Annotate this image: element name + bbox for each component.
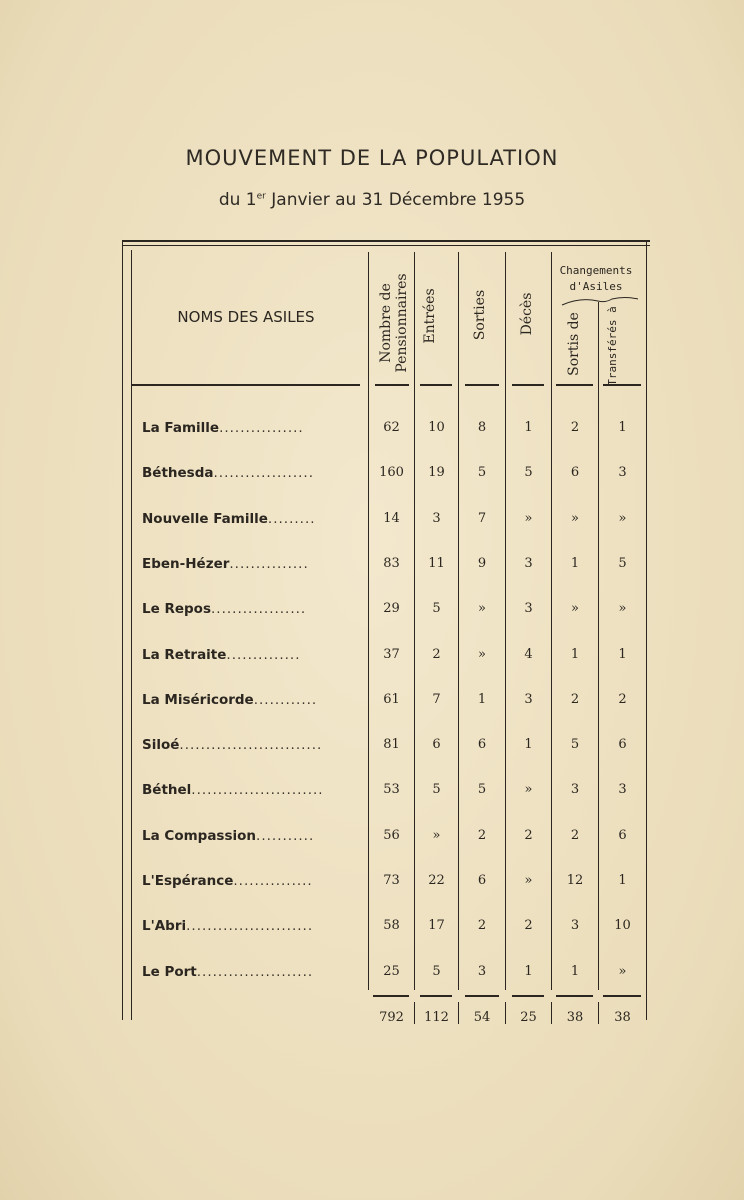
total-rule-deces: [512, 995, 544, 997]
cell-sorties: 2: [477, 828, 487, 843]
total-sorties: 54: [473, 1010, 491, 1025]
header-nombre-pensionnaires: Nombre de Pensionnaires: [378, 273, 410, 373]
table-row: [0, 828, 744, 848]
cell-entrees: 17: [428, 918, 445, 933]
cell-pensionnaires: 25: [383, 964, 400, 979]
asile-name: [142, 964, 358, 980]
asile-name-text: L'Abri: [142, 918, 187, 934]
cell-deces: 3: [524, 692, 533, 707]
page-title: MOUVEMENT DE LA POPULATION: [185, 146, 559, 170]
cell-entrees: 5: [432, 782, 441, 797]
cell-transferes: »: [618, 964, 627, 979]
asile-name: [142, 873, 358, 889]
cell-transferes: »: [618, 601, 627, 616]
table-row: [0, 964, 744, 984]
subtitle-pre: du 1: [218, 190, 257, 210]
cell-entrees: 5: [432, 964, 441, 979]
cell-entrees: 6: [432, 737, 441, 752]
leader-dots: ................: [219, 420, 304, 436]
page-subtitle: [0, 190, 744, 210]
header-entrees: Entrées: [422, 288, 438, 344]
total-sep-5: [598, 1002, 599, 1024]
asile-name-text: L'Espérance: [142, 873, 234, 889]
total-sep-2: [458, 1002, 459, 1024]
table-row: [0, 692, 744, 712]
cell-deces: 1: [524, 964, 533, 979]
cell-sortis: »: [571, 601, 579, 616]
header-changements-asiles: [551, 263, 641, 295]
asile-name-text: La Retraite: [142, 647, 227, 663]
leader-dots: ..................: [210, 601, 307, 617]
cell-sortis: 1: [570, 556, 580, 571]
cell-entrees: 7: [432, 692, 441, 707]
cell-entrees: 2: [432, 647, 441, 662]
asile-name-text: Béthel: [142, 782, 192, 798]
cell-transferes: 6: [618, 828, 627, 843]
cell-sortis: 2: [570, 828, 580, 843]
cell-transferes: »: [618, 511, 627, 526]
cell-entrees: 19: [428, 465, 445, 480]
cell-deces: 3: [524, 601, 533, 616]
table-row: [0, 737, 744, 757]
cell-sortis: 2: [570, 420, 580, 435]
cell-pensionnaires: 81: [383, 737, 400, 752]
cell-transferes: 2: [618, 692, 627, 707]
header-rule-pens: [375, 384, 409, 386]
table-row: [0, 465, 744, 485]
leader-dots: .........: [267, 511, 316, 527]
cell-transferes: 10: [614, 918, 631, 933]
cell-transferes: 6: [618, 737, 627, 752]
asile-name-text: La Compassion: [142, 828, 257, 844]
header-transferes-a: Transférés à: [606, 306, 619, 386]
leader-dots: ...............: [229, 556, 309, 572]
asile-name: [142, 737, 358, 753]
cell-pensionnaires: 62: [383, 420, 400, 435]
cell-sorties: 1: [477, 692, 487, 707]
cell-entrees: »: [432, 828, 441, 843]
cell-sorties: 5: [477, 782, 487, 797]
asile-name: [142, 918, 358, 934]
leader-dots: ...........................: [179, 737, 323, 753]
cell-sorties: 2: [477, 918, 487, 933]
asile-name: [142, 692, 358, 708]
cell-sortis: »: [571, 511, 579, 526]
cell-transferes: 1: [618, 873, 627, 888]
cell-pensionnaires: 37: [383, 647, 400, 662]
total-rule-transf: [603, 995, 641, 997]
asile-name: [142, 601, 358, 617]
asile-name-text: Eben-Hézer: [142, 556, 230, 572]
cell-pensionnaires: 58: [383, 918, 400, 933]
table-top-rule-thin: [122, 245, 650, 246]
table-row: [0, 601, 744, 621]
leader-dots: ............: [253, 692, 318, 708]
cell-sorties: 6: [477, 873, 487, 888]
cell-deces: 2: [524, 828, 533, 843]
table-row: [0, 511, 744, 531]
cell-sortis: 5: [570, 737, 580, 752]
total-entrees: 112: [424, 1010, 449, 1025]
asile-name: [142, 556, 358, 572]
cell-transferes: 3: [618, 782, 627, 797]
header-rule-deces: [512, 384, 544, 386]
total-rule-sortis: [556, 995, 593, 997]
cell-sorties: 7: [477, 511, 487, 526]
header-changements-line2: d'Asiles: [569, 280, 623, 293]
cell-deces: 1: [524, 420, 533, 435]
table-left-rule-inner: [131, 250, 132, 1020]
cell-entrees: 3: [432, 511, 441, 526]
cell-deces: 5: [524, 465, 533, 480]
header-noms-des-asiles: NOMS DES ASILES: [177, 308, 315, 326]
total-transferes: 38: [614, 1010, 631, 1025]
cell-transferes: 1: [618, 647, 627, 662]
cell-pensionnaires: 53: [383, 782, 400, 797]
table-top-rule: [122, 240, 650, 242]
asile-name: [142, 828, 358, 844]
cell-deces: »: [524, 782, 533, 797]
cell-deces: 4: [524, 647, 533, 662]
table-row: [0, 782, 744, 802]
totals-row: [0, 1010, 744, 1030]
leader-dots: ...................: [213, 465, 315, 481]
cell-sorties: 9: [477, 556, 487, 571]
total-deces: 25: [520, 1010, 537, 1025]
header-rule-sorties: [465, 384, 499, 386]
cell-sorties: 6: [477, 737, 487, 752]
total-rule-pens: [373, 995, 409, 997]
asile-name-text: Le Port: [142, 964, 197, 980]
total-rule-entrees: [420, 995, 452, 997]
asile-name: [142, 511, 358, 527]
cell-sorties: 5: [477, 465, 487, 480]
cell-deces: »: [524, 873, 533, 888]
leader-dots: .........................: [191, 782, 324, 798]
cell-sorties: 8: [477, 420, 487, 435]
table-row: [0, 918, 744, 938]
table-row: [0, 420, 744, 440]
asile-name: [142, 465, 358, 481]
table-row: [0, 873, 744, 893]
asile-name-text: Béthesda: [142, 465, 214, 481]
asile-name-text: Nouvelle Famille: [142, 511, 268, 527]
table-row: [0, 556, 744, 576]
table-row: [0, 647, 744, 667]
leader-dots: ...............: [233, 873, 313, 889]
table-right-rule: [646, 240, 647, 1020]
leader-dots: ......................: [196, 964, 314, 980]
total-rule-sorties: [465, 995, 499, 997]
cell-sortis: 6: [570, 465, 580, 480]
header-rule-entrees: [420, 384, 452, 386]
subtitle-post: Janvier au 31 Décembre 1955: [271, 190, 526, 210]
cell-pensionnaires: 61: [383, 692, 400, 707]
cell-deces: »: [524, 511, 533, 526]
cell-transferes: 3: [618, 465, 627, 480]
cell-entrees: 5: [432, 601, 441, 616]
subtitle-sup: er: [256, 191, 266, 202]
cell-transferes: 5: [618, 556, 627, 571]
total-sep-3: [505, 1002, 506, 1024]
cell-sorties: »: [478, 647, 486, 662]
asile-name: [142, 420, 358, 436]
header-deces: Décès: [519, 292, 535, 336]
cell-deces: 1: [524, 737, 533, 752]
asile-name: [142, 782, 358, 798]
cell-pensionnaires: 83: [383, 556, 400, 571]
cell-pensionnaires: 14: [383, 511, 400, 526]
cell-deces: 2: [524, 918, 533, 933]
cell-pensionnaires: 160: [379, 465, 404, 480]
asile-name: [142, 647, 358, 663]
asile-name-text: La Miséricorde: [142, 692, 254, 708]
header-rule-name: [132, 384, 360, 386]
table-left-rule: [122, 240, 123, 1020]
cell-entrees: 11: [428, 556, 445, 571]
total-sep-4: [551, 1002, 552, 1024]
cell-sortis: 1: [570, 647, 580, 662]
leader-dots: ...........: [256, 828, 315, 844]
leader-dots: ........................: [186, 918, 314, 934]
header-sorties: Sorties: [472, 289, 488, 341]
cell-pensionnaires: 29: [383, 601, 400, 616]
cell-sortis: 12: [566, 873, 584, 888]
cell-deces: 3: [524, 556, 533, 571]
cell-sortis: 3: [570, 782, 580, 797]
cell-pensionnaires: 56: [383, 828, 400, 843]
cell-entrees: 10: [428, 420, 445, 435]
total-sep-1: [414, 1002, 415, 1024]
total-sortis: 38: [566, 1010, 584, 1025]
cell-sorties: »: [478, 601, 486, 616]
cell-sortis: 1: [570, 964, 580, 979]
cell-sorties: 3: [477, 964, 487, 979]
leader-dots: ..............: [226, 647, 301, 663]
cell-entrees: 22: [428, 873, 445, 888]
asile-name-text: La Famille: [142, 420, 220, 436]
total-pensionnaires: 792: [379, 1010, 404, 1025]
asile-name-text: Siloé: [142, 737, 180, 753]
cell-pensionnaires: 73: [383, 873, 400, 888]
asile-name-text: Le Repos: [142, 601, 211, 617]
header-sortis-de: Sortis de: [566, 312, 582, 376]
cell-transferes: 1: [618, 420, 627, 435]
cell-sortis: 2: [570, 692, 580, 707]
cell-sortis: 3: [570, 918, 580, 933]
header-changements-line1: Changements: [559, 264, 633, 277]
